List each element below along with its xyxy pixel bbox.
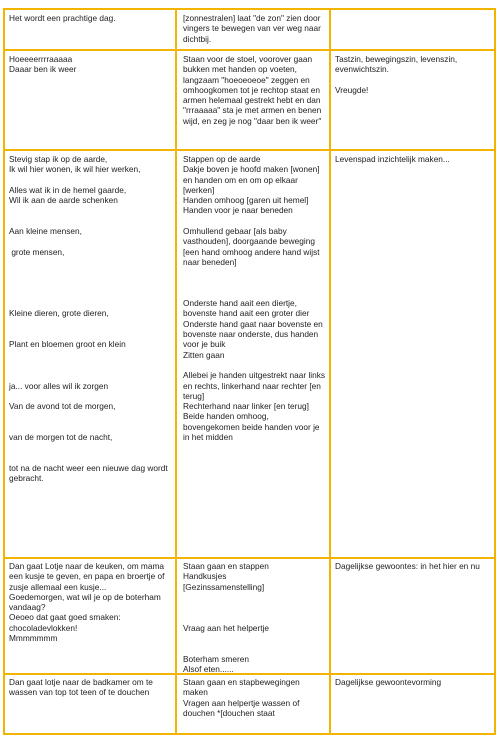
table-border-top [3, 8, 496, 10]
row5-movement: Staan gaan en stapbewegingen maken Vragen aan helpertje wassen of douchen *[douchen staat [183, 677, 300, 718]
row-divider-3 [3, 557, 496, 559]
table-border-right [494, 8, 496, 735]
row1-movement: [zonnestralen] laat "de zon" zien door vingers te bewegen van ver weg naar dichtbij. [183, 13, 324, 44]
table-border-bottom [3, 733, 496, 735]
row4-lyrics: Dan gaat Lotje naar de keuken, om mama een kusje te geven, en papa en broertje of zusje allemaal een kusje... Goedemorgen, wat wil je op de boterham vandaag? Oeoeo dat gaat goed smaken: chocoladevlokken! Mmmmmmm [9, 561, 165, 644]
table-border-col1 [175, 8, 177, 735]
row2-notes: Tastzin, bewegingszin, levenszin, evenwichtszin. Vreugde! [335, 54, 458, 95]
row1-lyrics: Het wordt een prachtige dag. [9, 13, 116, 23]
row-divider-1 [3, 49, 496, 51]
row2-lyrics: Hoeeeerrrraaaaa Daaar ben ik weer [9, 54, 77, 75]
row3-notes: Levenspad inzichtelijk maken... [335, 154, 450, 164]
row3-lyrics: Stevig stap ik op de aarde, Ik wil hier wonen, ik wil hier werken, Alles wat ik in de hemel gaarde, Wil ik aan de aarde schenken Aan kleine mensen, grote mensen, Kleine dieren, grote dieren, Plant en bloemen groot en klein ja... voor alles wil ik zorgen Van de avond tot de morgen, van de morgen tot de nacht, tot na de nacht weer een nieuwe dag wordt gebracht. [9, 154, 168, 484]
row5-notes: Dagelijkse gewoontevorming [335, 677, 442, 687]
row3-movement: Stappen op de aarde Dakje boven je hoofd maken [wonen] en handen om en om op elkaar [werken] Handen omhoog [garen uit hemel] Handen voor je naar beneden Omhullend gebaar [als baby vasthouden], doorgaande beweging [een hand omhoog andere hand wijst naar beneden] Onderste hand aait een diertje, bovenste hand aait een groter dier Onderste hand gaat naar bovenste en bovenste naar onderste, dus handen voor je buik Zitten gaan Allebei je handen uitgestrekt naar links en rechts, linkerhand naar rechter [en terug] Rechterhand naar linker [en terug] Beide handen omhoog, bovengekomen beide handen voor je in het midden [183, 154, 326, 443]
row-divider-2 [3, 149, 496, 151]
table-border-left [3, 8, 5, 735]
row4-movement: Staan gaan en stappen Handkusjes [Gezinssamenstelling] Vraag aan het helpertje Boterham smeren Alsof eten...... [183, 561, 269, 674]
row5-lyrics: Dan gaat lotje naar de badkamer om te wassen van top tot teen of te douchen [9, 677, 156, 698]
row4-notes: Dagelijkse gewoontes: in het hier en nu [335, 561, 480, 571]
table-border-col2 [329, 8, 331, 735]
row2-movement: Staan voor de stoel, voorover gaan bukken met handen op voeten, langzaam "hoeoeoeoe" zeggen en omhoogkomen tot je rechtop staat en armen helemaal gestrekt hebt en dan "rrraaaaa" sta je met armen en benen wijd, en zeg je nog "daar ben ik weer" [183, 54, 324, 126]
